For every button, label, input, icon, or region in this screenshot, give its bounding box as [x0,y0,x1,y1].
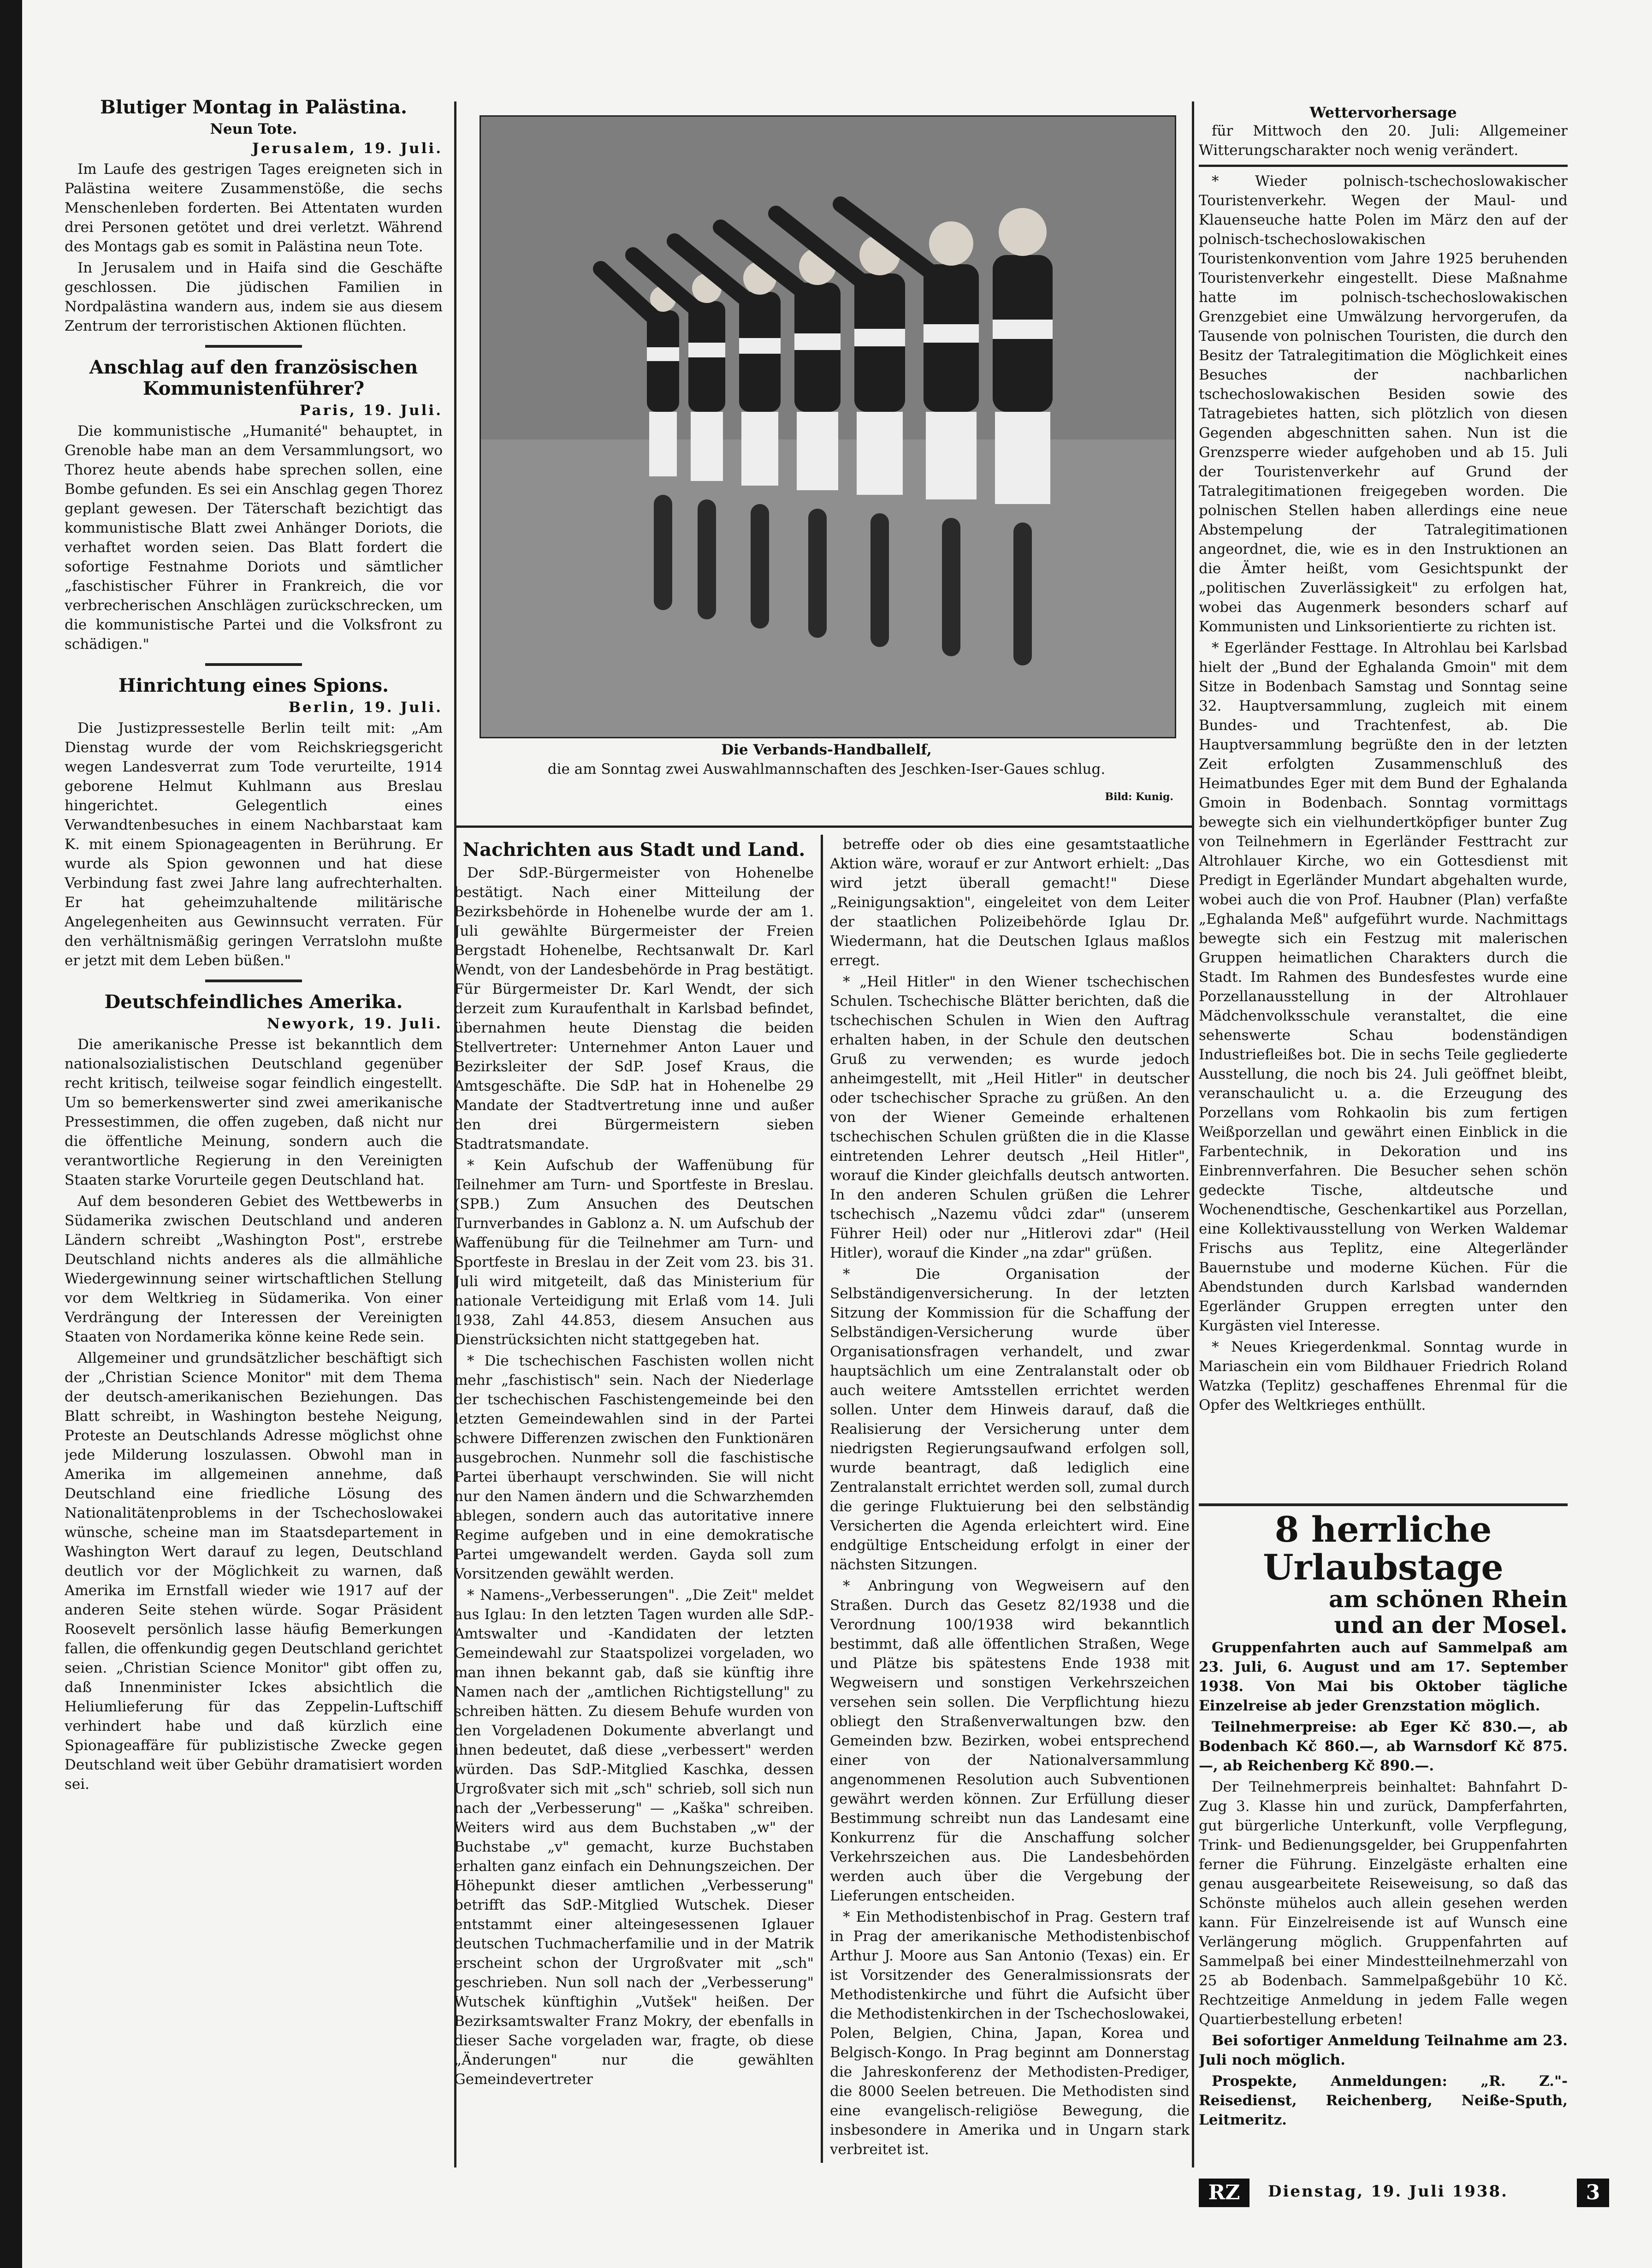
divider [1199,165,1568,167]
ad-title: 8 herrliche Urlaubstage [1263,1509,1504,1588]
weather-text: für Mittwoch den 20. Juli: Allgemeiner Witterungscharakter noch wenig verändert. [1199,123,1568,159]
right-column [1199,104,1568,1496]
dateline-jerusalem: Jerusalem, 19. Juli. [252,140,443,157]
article-paragraph: Allgemeiner und grundsätzlicher beschäftigt sich der „Christian Science Monitor" mit dem Thema der deutsch-amerikanischen Beziehungen. Das Blatt schreibt, in Washington bestehe Neigung, Proteste an Deutschlands Adresse möglichst ohne jede Milderung loszulassen. Obwohl man in Amerika im allgemeinen annehme, daß Deutschland eine friedliche Lösung des Nationalitätenproblems in der Tschechoslowakei wünsche, scheine man im Staatsdepartement in Washington Wert darauf zu legen, Deutschland deutlich vor der Möglichkeit zu warnen, daß Amerika im Ernstfall wieder wie 1917 auf der anderen Seite stehen würde. Sogar Präsident Roosevelt persönlich lasse häufig Bemerkungen fallen, die offenkundig gegen Deutschland gerichtet seien. „Christian Science Monitor" gibt offen zu, daß Innenminister Ickes absichtlich die Heliumlieferung für das Zeppelin-Luftschiff verhindert habe und daß kürzlich eine Spionageaffäre für publizistische Zwecke gegen Deutschland weit über Gebühr dramatisiert worden sei. [65,1350,443,1793]
dateline-newyork: Newyork, 19. Juli. [266,1015,443,1032]
article-paragraph: * Egerländer Festtage. In Altrohlau bei Karlsbad hielt der „Bund der Eghalanda Gmoin" mit dem Sitze in Bodenbach Samstag und Sonntag seine 32. Hauptversammlung, zugleich mit einem Bundes- und Trachtenfest, ab. Die Hauptversammlung begrüßte den in der letzten Zeit erfolgten Zusammenschluß des Heimatbundes Eger mit dem Bund der Eghalanda Gmoin in Bodenbach. Sonntag vormittags bewegte sich ein vielhundertköpfiger bunter Zug von Teilnehmern in Egerländer Festtracht zur Altrohlauer Kirche, wo ein Gottesdienst mit Predigt in Egerländer Mundart abgehalten wurde, wobei auch die von Prof. Haubner (Plan) verfaßte „Eghalanda Meß" aufgeführt wurde. Nachmittags bewegte sich ein Festzug mit malerischen Gruppen heimatlichen Charakters durch die Stadt. Im Rahmen des Bundesfestes wurde eine Porzellanausstellung in der Altrohlauer Mädchenvolksschule veranstaltet, die eine sehenswerte Schau bodenständigen Industriefleißes bot. Die in sechs Teile gegliederte Ausstellung, die noch bis 24. Juli geöffnet bleibt, veranschaulicht u. a. die Erzeugung des Porzellans vom Rohkaolin bis zum fertigen Weißporzellan und gewährt einen Einblick in die Farbentechnik, in Dekoration und ins Einbrennverfahren. Die Besucher sehen schön gedeckte Tische, altdeutsche und Wochenendtische, Geschenkartikel aus Porzellan, eine Kollektivausstellung von Werken Waldemar Frischs aus Teplitz, eine Altegerländer Bauernstube und moderne Küchen. Für die Abendstunden durch Karlsbad wandernden Egerländer Gruppen erregten unter den Kurgästen viel Interesse. [1199,640,1568,1334]
ad-paragraph: Der Teilnehmerpreis beinhaltet: Bahnfahrt D-Zug 3. Klasse hin und zurück, Dampferfahrten, gut bürgerliche Unterkunft, volle Verpflegung, Trink- und Bedienungsgelder, bei Gruppenfahrten ferner die Führung. Einzelgäste erhalten eine genau ausgearbeitete Reiseweisung, so daß das Schönste mühelos auch allein gesehen werden kann. Für Einzelreisende ist auf Wunsch eine Verlängerung möglich. Gruppenfahrten auf Sammelpaß bei einer Mindestteilnehmerzahl von 25 ab Bodenbach. Sammelpaßgebühr 10 Kč. Rechtzeitige Anmeldung in jedem Falle wegen Quartierbestellung erbeten! [1199,1779,1568,2028]
headline-spion: Hinrichtung eines Spions. [118,675,389,696]
photo-credit: Bild: Kunig. [1105,791,1173,803]
left-column [65,92,443,2177]
footer-date: Dienstag, 19. Juli 1938. [1268,2182,1509,2201]
section-rule [454,825,1192,828]
page-number: 3 [1577,2179,1609,2207]
article-paragraph: In Jerusalem und in Haifa sind die Geschäfte geschlossen. Die jüdischen Familien in Nordpalästina wandern aus, indem sie aus diesem Zentrum der terroristischen Aktionen flüchten. [65,260,443,334]
ad-paragraph: Gruppenfahrten auch auf Sammelpaß am 23. Juli, 6. August und am 17. September 1938. Von Mai bis Oktober tägliche Einzelreise ab jeder Grenzstation möglich. [1199,1639,1568,1714]
caption-title: Die Verbands-Handballelf, [721,742,932,758]
subheadline-palaestina: Neun Tote. [210,121,297,137]
article-paragraph: betreffe oder ob dies eine gesamtstaatliche Aktion wäre, worauf er zur Antwort erhielt: „Das wird jetzt überall gemacht!" Diese „Reinigungsaktion", eingeleitet von dem Leiter der staatlichen Polizeibehörde Iglau Dr. Wiedermann, hat die Deutschen Iglaus maßlos erregt. [830,836,1190,969]
dateline-paris: Paris, 19. Juli. [300,402,443,419]
article-paragraph: Im Laufe des gestrigen Tages ereigneten sich in Palästina weitere Zusammenstöße, die sechs Menschenleben forderten. Bei Attentaten wurden drei Personen getötet und drei verletzt. Während des Montags gab es somit in Palästina neun Tote. [65,161,443,255]
article-paragraph: Die Justizpressestelle Berlin teilt mit: „Am Dienstag wurde der vom Reichskriegsgericht wegen Landesverrat zum Tode verurteilte, 1914 geborene Helmut Kuhlmann aus Breslau hingerichtet. Gelegentlich eines Verwandtenbesuches in einem Nachbarstaat kam K. mit einem Spionageagenten in Berührung. Er wurde als Spion gewonnen und hat diese Verbindung fast zwei Jahre lang aufrechterhalten. Er hat geheimzuhaltende militärische Angelegenheiten aus Gewinnsucht verraten. Für den verhältnismäßig geringen Verratslohn mußte er jetzt mit dem Leben büßen." [65,720,443,969]
article-paragraph: Die kommunistische „Humanité" behauptet, in Grenoble habe man an dem Versammlungsort, wo Thorez heute abends habe sprechen sollen, eine Bombe gefunden. Es sei ein Anschlag gegen Thorez geplant gewesen. Der Täterschaft bezichtigt das kommunistische Blatt zwei Anhänger Doriots, die verhaftet worden seien. Das Blatt fordert die sofortige Festnahme Doriots und sämtlicher „faschistischer Führer in Frankreich, die vor verbrecherischen Anschlägen zurückschrecken, um die kommunistische Partei und die Volksfront zu schädigen." [65,423,443,653]
article-paragraph: * Namens-„Verbesserungen". „Die Zeit" meldet aus Iglau: In den letzten Tagen wurden alle SdP.-Amtswalter und -Kandidaten der letzten Gemeindewahl zur Staatspolizei vorgeladen, wo man ihnen bekannt gab, daß sie künftig ihre Namen nach der „amtlichen Richtigstellung" zu schreiben hätten. Zu diesem Behufe wurden von den Vorgeladenen Dokumente abverlangt und ihnen bedeutet, daß diese „verbessert" werden würden. Das SdP.-Mitglied Kaschka, dessen Urgroßvater sich mit „sch" schrieb, soll sich nun nach der „Verbesserung" — „Kaška" schreiben. Weiters wird aus dem Buchstaben „w" der Buchstabe „v" gemacht, kurze Buchstaben erhalten ganz einfach ein Dehnungszeichen. Der Höhepunkt dieser amtlichen „Verbesserung" betrifft das SdP.-Mitglied Wutschek. Dieser entstammt einer alteingesessenen Iglauer deutschen Tuchmacherfamilie und in der Matrik erscheint schon der Urgroßvater mit „sch" geschrieben. Nun soll nach der „Verbesserung" Wutschek künftighin „Vutšek" heißen. Der Bezirksamtswalter Franz Mokry, der ebenfalls in dieser Sache vorgeladen war, fragte, ob diese „Änderungen" nur die gewählten Gemeindevertreter [454,1587,814,2088]
article-paragraph: * Die tschechischen Faschisten wollen nicht mehr „faschistisch" sein. Nach der Niederlage der tschechischen Faschistengemeinde bei den letzten Gemeindewahlen sind in der Partei schwere Differenzen zwischen den Funktionären ausgebrochen. Nunmehr soll die faschistische Partei überhaupt verschwinden. Sie will nicht nur den Namen ändern und die Schwarzhemden ablegen, sondern auch das autoritative innere Regime aufgeben und in eine demokratische Partei umgewandelt werden. Gayda soll zum Vorsitzenden gewählt werden. [454,1353,814,1582]
headline-palaestina: Blutiger Montag in Palästina. [100,96,407,118]
column-rule [821,835,823,2163]
ad-contact: Prospekte, Anmeldungen: „R. Z."-Reisedienst, Reichenberg, Neiße-Sputh, Leitmeritz. [1199,2073,1568,2128]
ad-paragraph: Bei sofortiger Anmeldung Teilnahme am 23. Juli noch möglich. [1199,2032,1568,2068]
headline-anschlag: Anschlag auf den französischen Kommunistenführer? [89,356,418,399]
article-paragraph: * Wieder polnisch-tschechoslowakischer Touristenverkehr. Wegen der Maul- und Klauenseuche hatte Polen im März den auf der polnisch-tschechoslowakischen Touristenkonvention vom Jahre 1925 beruhenden Touristenverkehr eingestellt. Diese Maßnahme hatte im polnisch-tschechoslowakischen Grenzgebiet eine Umwälzung hervorgerufen, da Tausende von polnischen Touristen, die durch den Besitz der Tatralegitimation die Möglichkeit eines Besuches der nachbarlichen tschechoslowakischen Besiden sowie des Tatragebietes hatten, sich plötzlich von diesen Gegenden abgeschnitten sahen. Nun ist die Grenzsperre wieder aufgehoben und ab 15. Juli der Touristenverkehr auf Grund der Tatralegitimationen freigegeben worden. Die polnischen Stellen haben allerdings eine neue Abstempelung der Tatralegitimationen angeordnet, die, wie es in den Instruktionen an die Ämter heißt, vom Gesichtspunkt der „politischen Zuverlässigkeit" zu erfolgen hat, wobei das Augenmerk besonders scharf auf Kommunisten und Linksorientierte zu richten ist. [1199,173,1568,635]
ad-subtitle: und an der Mosel. [1334,1611,1568,1639]
newspaper-logo: RZ [1199,2179,1249,2207]
handball-team-photo [480,115,1176,738]
column-rule [1192,101,1194,2167]
divider [205,663,302,666]
article-paragraph: * Ein Methodistenbischof in Prag. Gestern traf in Prag der amerikanische Methodistenbischof Arthur J. Moore aus San Antonio (Texas) ein. Er ist Vorsitzender des Generalmissionsrats der Methodistenkirche und führt die Aufsicht über die Methodistenkirchen in der Tschechoslowakei, Polen, Belgien, China, Japan, Korea und Belgisch-Kongo. In Prag beginnt am Donnerstag die Jahreskonferenz der Methodisten-Prediger, die 8000 Seelen betreuen. Die Methodisten sind eine evangelisch-religiöse Bewegung, die insbesondere in Amerika und in Ungarn stark verbreitet ist. [830,1909,1190,2158]
article-paragraph: Auf dem besonderen Gebiet des Wettbewerbs in Südamerika zwischen Deutschland und anderen Ländern schreibt „Washington Post", erstrebe Deutschland nichts anderes als die allmähliche Wiedergewinnung seiner wirtschaftlichen Stellung vor dem Weltkrieg in Südamerika. Von einer Verdrängung der Interessen der Vereinigten Staaten von Nordamerika könne keine Rede sein. [65,1193,443,1345]
team-photo-illustration [481,117,1175,737]
article-paragraph: * Anbringung von Wegweisern auf den Straßen. Durch das Gesetz 82/1938 und die Verordnung 100/1938 wird bekanntlich bestimmt, daß alle öffentlichen Straßen, Wege und Plätze bis spätestens Ende 1938 mit Wegweisern und sonstigen Verkehrszeichen versehen sein sollen. Die Verpflichtung hiezu obliegt den Straßenverwaltungen bzw. den Gemeinden bzw. Bezirken, wobei entsprechend einer von der Nationalversammlung angenommenen Resolution auch Subventionen gewährt werden können. Zur Erfüllung dieser Bestimmung schreibt nun das Landesamt eine Konkurrenz für die Anschaffung solcher Verkehrszeichen aus. Die Landesbehörden werden auch über die Vergebung der Lieferungen entscheiden. [830,1578,1190,1904]
article-paragraph: Der SdP.-Bürgermeister von Hohenelbe bestätigt. Nach einer Mitteilung der Bezirksbehörde in Hohenelbe wurde der am 1. Juli gewählte Bürgermeister der Freien Bergstadt Hohenelbe, Rechtsanwalt Dr. Karl Wendt, von der Landesbehörde in Prag bestätigt. Für Bürgermeister Dr. Karl Wendt, der sich derzeit zum Kuraufenthalt in Karlsbad befindet, übernahmen heute Dienstag die beiden Stellvertreter: Unternehmer Anton Lauer und Bezirksleiter der SdP. Josef Kraus, die Amtsgeschäfte. Die SdP. hat in Hohenelbe 29 Mandate der Stadtvertretung inne und außer den drei Bürgermeistern sieben Stadtratsmandate. [454,865,814,1152]
weather-title: Wettervorhersage [1309,104,1457,121]
local-news-headline: Nachrichten aus Stadt und Land. [462,839,805,861]
travel-ad [1199,1503,1568,2170]
divider [205,980,302,982]
article-paragraph: * „Heil Hitler" in den Wiener tschechischen Schulen. Tschechische Blätter berichten, daß die tschechischen Schulen in Wien den Auftrag erhalten haben, in der Schule den deutschen Gruß zu verwenden; es wurde jedoch anheimgestellt, mit „Heil Hitler" in deutscher oder tschechischer Sprache zu grüßen. An den von der Wiener Gemeinde erhaltenen tschechischen Schulen grüßten die in die Klasse eintretenden Lehrer deutsch „Heil Hitler", worauf die Kinder gleichfalls deutsch antworten. In den anderen Schulen grüßen die Lehrer tschechisch „Nazemu vůdci zdar" (unserem Führer Heil) oder nur „Hitlerovi zdar" (Heil Hitler), worauf die Kinder „na zdar" grüßen. [830,974,1190,1261]
dateline-berlin: Berlin, 19. Juli. [288,699,443,716]
ad-subtitle: am schönen Rhein [1329,1585,1568,1613]
caption-text: die am Sonntag zwei Auswahlmannschaften des Jeschken-Iser-Gaues schlug. [547,761,1106,778]
local-news-column-2 [830,835,1190,2172]
local-news-column-1 [454,835,814,2172]
page-footer [1199,2177,1609,2209]
article-paragraph: Die amerikanische Presse ist bekanntlich dem nationalsozialistischen Deutschland gegenüber recht kritisch, teilweise sogar feindlich eingestellt. Um so bemerkenswerter sind zwei amerikanische Pressestimmen, die offen zugeben, daß nicht nur die öffentliche Meinung, sondern auch die verantwortliche Regierung in den Vereinigten Staaten starke Vorurteile gegen Deutschland hat. [65,1036,443,1188]
article-paragraph: * Neues Kriegerdenkmal. Sonntag wurde in Mariaschein ein vom Bildhauer Friedrich Roland Watzka (Teplitz) geschaffenes Ehrenmal für die Opfer des Weltkrieges enthüllt. [1199,1339,1568,1413]
headline-amerika: Deutschfeindliches Amerika. [104,991,403,1013]
article-paragraph: * Kein Aufschub der Waffenübung für Teilnehmer am Turn- und Sportfeste in Breslau. (SPB.) Zum Ansuchen des Deutschen Turnverbandes in Gablonz a. N. um Aufschub der Waffenübung für die Teilnehmer am Turn- und Sportfeste in Breslau in der Zeit vom 23. bis 31. Juli wird mitgeteilt, daß das Ministerium für nationale Verteidigung mit Erlaß vom 14. Juli 1938, Zahl 44.853, diesem Ansuchen aus Dienstrücksichten nicht stattgegeben hat. [454,1157,814,1348]
article-paragraph: * Die Organisation der Selbständigenversicherung. In der letzten Sitzung der Kommission für die Schaffung der Selbständigen-Versicherung wurde über Organisationsfragen verhandelt, und zwar hauptsächlich um eine Zentralanstalt oder ob auch weitere Amtsstellen errichtet werden sollen. Unter dem Hinweis darauf, daß die Realisierung der Versicherung unter dem niedrigsten Regierungsaufwand erfolgen soll, wurde beantragt, daß lediglich eine Zentralanstalt errichtet werden soll, zumal durch die geringe Fluktuierung bei den selbständig Versicherten die Agenda erleichtert wird. Eine endgültige Entscheidung erfolgt in einer der nächsten Sitzungen. [830,1266,1190,1573]
scan-edge [0,0,22,2268]
divider [205,345,302,348]
photo-caption [480,740,1173,779]
ad-prices: Teilnehmerpreise: ab Eger Kč 830.—, ab Bodenbach Kč 860.—, ab Warnsdorf Kč 875.—, ab Reichenberg Kč 890.—. [1199,1719,1568,1774]
